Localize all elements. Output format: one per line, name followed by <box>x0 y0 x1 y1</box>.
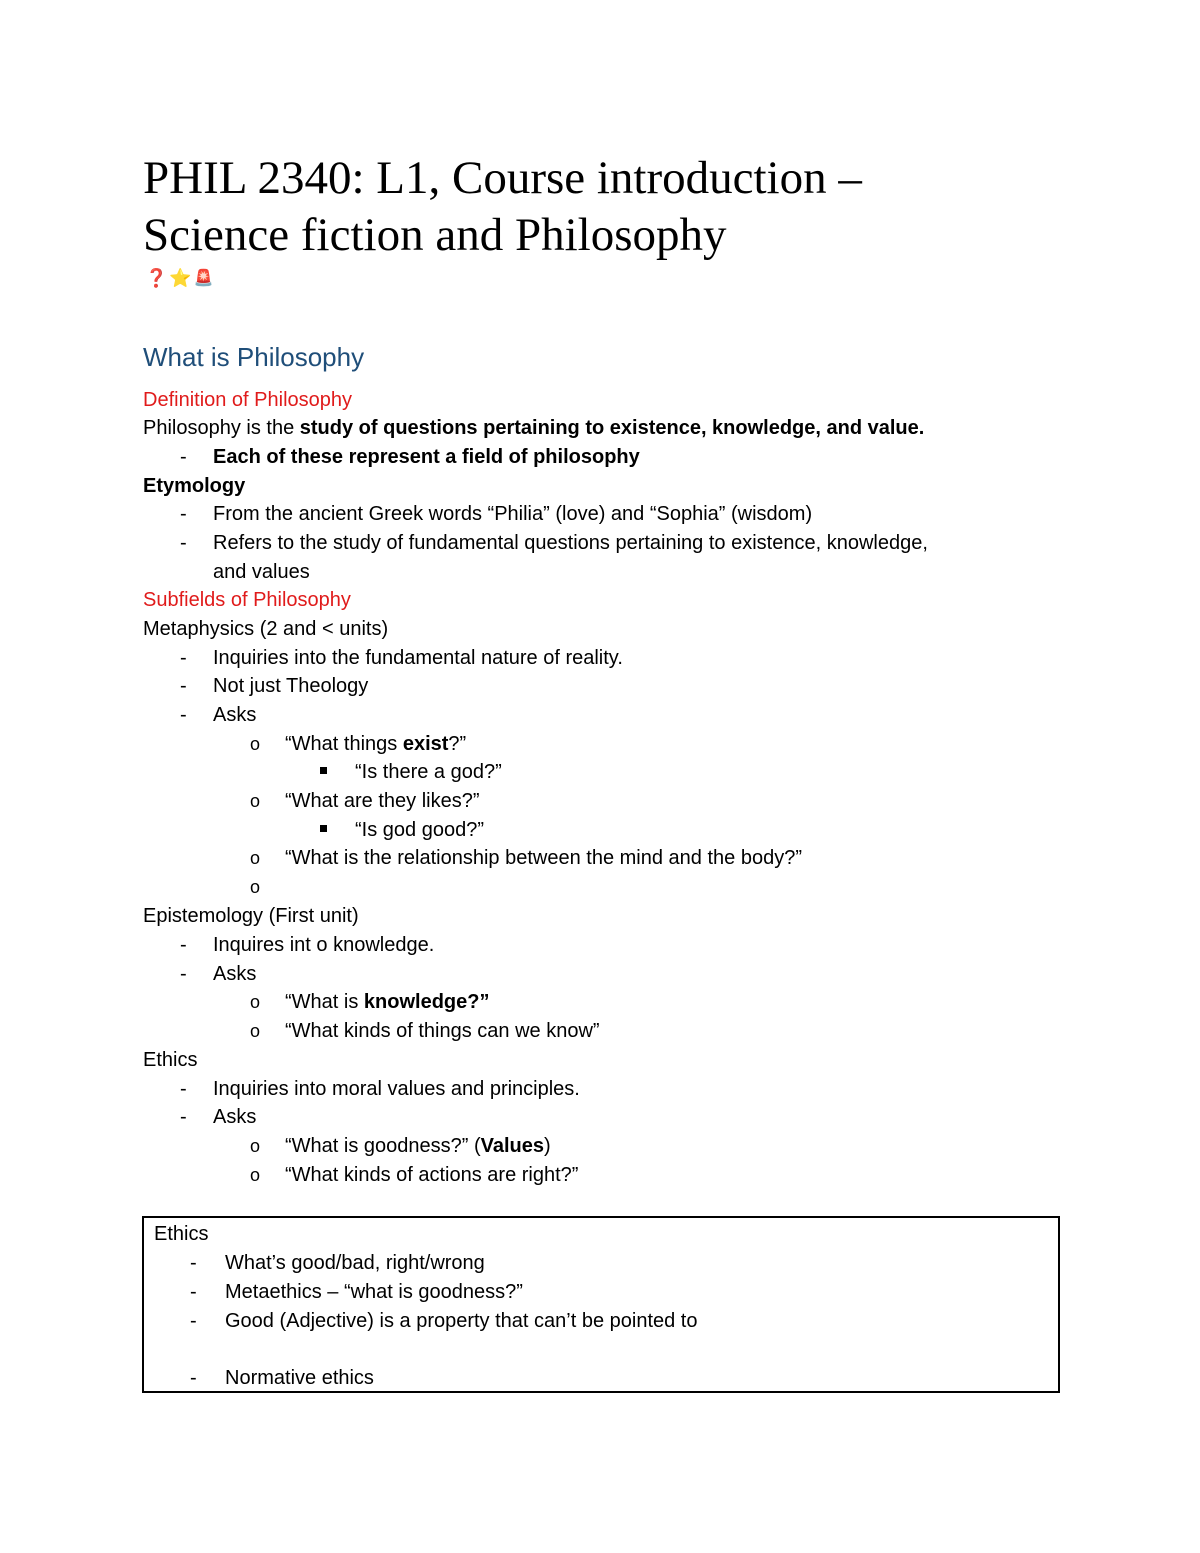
ethics-question <box>285 1132 551 1160</box>
bullet-square <box>320 767 327 774</box>
bullet-circle-empty: o <box>250 877 261 897</box>
bullet-dash: - <box>190 1281 197 1303</box>
definition-text-bold: study of questions pertaining to existence, knowledge, and value. <box>299 417 925 439</box>
bullet-circle: o <box>250 1021 261 1041</box>
epistemology-bullet: Inquires int o knowledge. <box>213 934 435 956</box>
bullet-circle: o <box>250 1165 261 1185</box>
question-text: “What is goodness?” ( <box>285 1135 481 1157</box>
bullet-dash: - <box>180 503 187 525</box>
metaphysics-subquestion: “Is god good?” <box>355 819 484 841</box>
ethics-label: Ethics <box>143 1049 198 1071</box>
metaphysics-label: Metaphysics (2 and < units) <box>143 618 389 640</box>
metaphysics-subquestion: “Is there a god?” <box>355 761 502 783</box>
etymology-bullet: Refers to the study of fundamental questions pertaining to existence, knowledge, <box>213 532 928 554</box>
bullet-square <box>320 825 327 832</box>
bullet-dash: - <box>180 934 187 956</box>
bullet-dash: - <box>190 1310 197 1332</box>
epistemology-question <box>285 988 489 1016</box>
ethics-notes-box <box>142 1216 1060 1393</box>
siren-icon: 🚨 <box>193 270 214 287</box>
question-text: ?” <box>448 733 467 755</box>
ethics-bullet: Asks <box>213 1106 257 1128</box>
question-text: ) <box>544 1135 551 1157</box>
bullet-circle: o <box>250 992 261 1012</box>
bullet-dash: - <box>180 675 187 697</box>
etymology-bullet-continued: and values <box>213 561 310 583</box>
bullet-circle: o <box>250 734 261 754</box>
question-text: “What is <box>285 991 364 1013</box>
definition-text-plain: Philosophy is the <box>143 417 300 439</box>
emoji-row <box>145 266 214 290</box>
bullet-dash: - <box>180 1078 187 1100</box>
box-bullet: Good (Adjective) is a property that can’t be pointed to <box>225 1310 698 1332</box>
question-bold: Values <box>480 1135 545 1157</box>
bullet-dash: - <box>180 963 187 985</box>
title-line-2: Science fiction and Philosophy <box>143 209 727 261</box>
subfields-label: Subfields of Philosophy <box>143 589 351 611</box>
etymology-bullet: From the ancient Greek words “Philia” (love) and “Sophia” (wisdom) <box>213 503 813 525</box>
page-title <box>143 150 1103 264</box>
metaphysics-question <box>285 730 466 758</box>
metaphysics-bullet: Asks <box>213 704 257 726</box>
section-heading: What is Philosophy <box>143 342 365 372</box>
box-bullet: Metaethics – “what is goodness?” <box>225 1281 523 1303</box>
epistemology-question: “What kinds of things can we know” <box>285 1020 600 1042</box>
definition-bullet: Each of these represent a field of philosophy <box>213 446 640 468</box>
title-line-1: PHIL 2340: L1, Course introduction – <box>143 152 862 204</box>
metaphysics-question: “What are they likes?” <box>285 790 480 812</box>
definition-text <box>143 414 924 442</box>
bullet-dash: - <box>190 1367 197 1389</box>
question-bold: knowledge?” <box>363 991 490 1013</box>
bullet-dash: - <box>180 647 187 669</box>
epistemology-bullet: Asks <box>213 963 257 985</box>
star-icon: ⭐ <box>169 267 192 288</box>
bullet-dash: - <box>180 704 187 726</box>
metaphysics-bullet: Inquiries into the fundamental nature of reality. <box>213 647 623 669</box>
bullet-dash: - <box>180 446 187 468</box>
question-text: “What things <box>285 733 403 755</box>
ethics-question: “What kinds of actions are right?” <box>285 1164 579 1186</box>
box-label: Ethics <box>154 1223 209 1245</box>
bullet-circle: o <box>250 848 261 868</box>
box-bullet: Normative ethics <box>225 1367 374 1389</box>
bullet-dash: - <box>180 1106 187 1128</box>
bullet-dash: - <box>180 532 187 554</box>
bullet-circle: o <box>250 1136 261 1156</box>
metaphysics-question: “What is the relationship between the mind and the body?” <box>285 847 802 869</box>
question-mark-icon: ❓ <box>145 267 168 288</box>
epistemology-label: Epistemology (First unit) <box>143 905 359 927</box>
definition-label: Definition of Philosophy <box>143 389 353 411</box>
box-bullet: What’s good/bad, right/wrong <box>225 1252 485 1274</box>
metaphysics-bullet: Not just Theology <box>213 675 369 697</box>
bullet-dash: - <box>190 1252 197 1274</box>
etymology-label: Etymology <box>143 475 246 497</box>
bullet-circle: o <box>250 791 261 811</box>
ethics-bullet: Inquiries into moral values and principles. <box>213 1078 580 1100</box>
question-bold: exist <box>402 733 449 755</box>
